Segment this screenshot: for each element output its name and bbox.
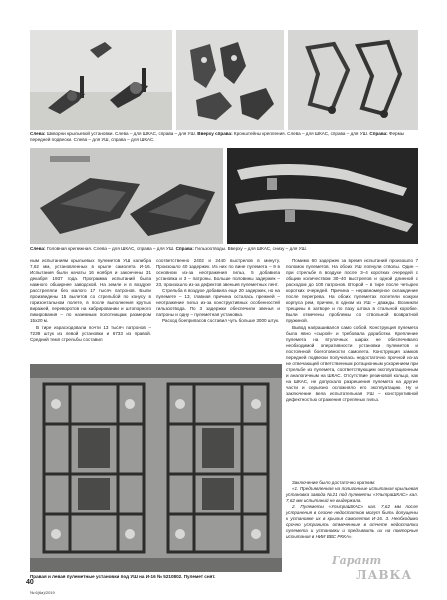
text-column-right-lower	[286, 480, 418, 540]
photo-mount-brackets	[176, 30, 284, 130]
paragraph: ным испытаниям крыльевых пулеметов УШ калибра 7,62 мм, установленных в крыле самолета И-16. Испытания были начаты 16 ноября и закончены 31 декабря 1937 года. Программа испытаний была намного обширнее заводской. На земле и в воздухе расстреляли без малого 17 тысяч патронов. Были произведены 15 вылетов со стрельбой по конусу в горизонтальном полете, в после выполнения крутых виражей, переворотов на кабрировании и штопорного пикирования – по наземным полотнищам размером 15х20 м.	[30, 258, 151, 324]
photo-front-suspension-trusses	[288, 30, 418, 130]
watermark-logo: Гарант	[332, 554, 382, 567]
page-number: 40	[26, 579, 34, 586]
text-column-right	[286, 258, 418, 403]
paragraph: Стрельба в воздухе добавила еще 20 задержек, но на пулемете – 13, главная причина осталась прежней – неотражение гильз из-за конструктивных особенностей гильзоотвода. По 3 задержки обеспечили звенья и патроны и одну – пулеметная установка.	[156, 288, 280, 318]
caption-middle: Слева: Головная крепежная. Слева – для ШКАС, справа – для УШ. Справа: Гильзоотводы. Вверху – для ШКАС, снизу – для УШ.	[30, 246, 308, 251]
photo-head-mount	[30, 148, 223, 244]
paragraph: В тире израсходовали почти 13 тысяч патронов – 7239 штук из левой установки и 6733 из правой. Средний темп стрельбы составил	[30, 324, 151, 342]
quote-paragraph: «1. Предъявленная на полигонные испытания крыльевая установка завода №21 под пулеметы «УльтраШКАС» кал. 7,62 мм испытаний не выдержала.	[286, 486, 418, 504]
photo-casing-deflectors	[227, 148, 418, 244]
watermark-logo-sub: ЛАВКА	[356, 568, 413, 582]
paragraph: Заключение было достаточно кратким:	[292, 480, 376, 485]
photo-pivot-pins	[30, 30, 172, 130]
quote-paragraph: 2. Пулеметы «УльтраШКАС» кал. 7,62 мм после устранения в сезоне недостатков могут быть допущены к установке их в крылья самолетов И-16. 3. Необходимо срочно устранить отмеченные в отчете недостатки пулемета и установки и предъявить их на повторные испытания в НИИ ВВС РККА».	[286, 504, 418, 540]
paragraph: Расход боеприпасов составил чуть больше 3000 штук.	[162, 318, 280, 324]
paragraph: Помимо 60 задержек за время испытаний произошло 7 поломок пулеметов. На обоих УШ лопнули стволы. Один – при стрельбе в воздухе после 3–4 коротких очередей с общим количеством 30–40 выстрелов и одной длинной с расходом до 100 патронов. Второй – в тире после четырех коротких очередей. Причина – неравномерное охлаждение после перегрева. На обоих пулеметах полетели кожухи корпуса рем, причем, в одном из УШ – дважды. Возникли трещины в затворе и по пазу штока в стальной коробке. Были отмечены проблемы со ствольной возвратной пружиной.	[286, 258, 418, 324]
text-column-left	[30, 258, 151, 343]
photo-wing-gun-installations	[30, 364, 282, 572]
paragraph: Вывод напрашивался само собой. Конструкция пулемета была явно «сырой» и требовала доработки. Крепление пулемета на втулочных шарах не обеспечивало необходимой оперативности установки пулеметов и постоянной боеготовности самолета. Конструкция замков передней подвески получилась недостаточно прочной из-за не отвечающей ответственным ротационным ускорением при стрельбе из пулемета, соответствующим эксплуатационным и аналогичным на ШКАС. Отсутствие резиновой кольцо, как на ШКАС, не допускало разрешения пулемета на другие части и серьезно осложняло его эксплуатацию. Ну и заключение вела испытательная УШ – конструктивной дефектностью отражения стреляных гильз.	[286, 324, 418, 403]
caption-top: Слева: Шкворни крыльевой установки. Слева – для ШКАС, справа – для УШ. Вверху справа: Кронштейны крепления. Слева – для ШКАС, справа – для УШ. Справа: Фермы передней подвески. Слева – для УШ, справа – для ШКАС.	[30, 131, 405, 142]
text-column-middle	[156, 258, 280, 325]
issue-number: № 6(6a)/2019	[30, 590, 55, 595]
paragraph: соответственно 2402 и 2440 выстрелов в минуту. Произошло 40 задержек. Из них по вине пулемета – 9 в основном из-за неотражения гильз, 5 добавила установка и 3 – патроны. Больше половины задержек – 23, произошло из-за дефектов звеньев пулеметных лент.	[156, 258, 280, 288]
caption-bottom: Правая и левая пулеметные установки под УШ на И-16 № 5210802. Пулемет снят.	[30, 574, 216, 579]
